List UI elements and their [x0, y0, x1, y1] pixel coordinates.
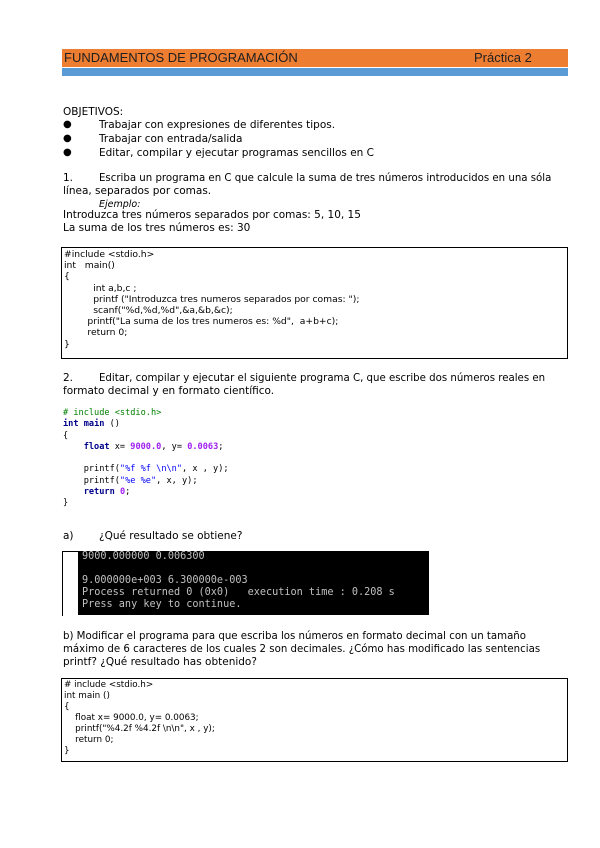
question-a-label: a)	[63, 530, 74, 542]
code-text: x=	[109, 441, 131, 452]
answer-box-edge	[62, 551, 79, 616]
code-text: , y=	[161, 441, 188, 452]
code-line: int a,b,c ;	[64, 282, 137, 294]
question-b: máximo de 6 caracteres de los cuales 2 son decimales. ¿Cómo has modificado las sentencias	[63, 644, 541, 655]
code-line: float x= 9000.0, y= 0.0063;	[64, 713, 199, 723]
code-line: #include <stdio.h>	[64, 249, 155, 260]
keyword: int	[63, 419, 79, 430]
source-code-block	[63, 408, 229, 510]
code-text: printf(	[83, 475, 120, 486]
code-line: printf ("Introduzca tres numeros separados por comas: ");	[64, 293, 360, 305]
code-text: , x, y);	[156, 475, 198, 486]
practice-label: Práctica 2	[474, 50, 532, 65]
code-line: # include <stdio.h>	[64, 680, 154, 690]
code-line: printf("%4.2f %4.2f \n\n", x , y);	[64, 724, 215, 734]
code-line: return 0;	[64, 327, 128, 339]
keyword: main	[83, 419, 105, 430]
code-line	[63, 464, 229, 475]
number-literal: 0.0063	[187, 441, 219, 452]
objective-item: Editar, compilar y ejecutar programas sencillos en C	[99, 147, 374, 159]
exercise-text: Editar, compilar y ejecutar el siguiente programa C, que escribe dos números reales en	[99, 373, 546, 384]
example-line: Introduzca tres números separados por comas: 5, 10, 15	[63, 209, 361, 221]
objective-item: Trabajar con entrada/salida	[99, 133, 243, 145]
bullet-icon: ●	[63, 133, 72, 144]
code-line: {	[64, 271, 70, 283]
document-title: FUNDAMENTOS DE PROGRAMACIÓN	[64, 50, 298, 65]
code-box-exercise-1	[61, 247, 568, 359]
code-line	[63, 431, 229, 442]
console-line: Press any key to continue.	[82, 599, 242, 610]
code-text: ;	[125, 487, 131, 498]
question-b: printf? ¿Qué resultado has obtenido?	[63, 656, 257, 668]
bullet-icon: ●	[63, 119, 72, 130]
code-text: , x , y);	[182, 464, 229, 475]
code-line	[63, 442, 229, 453]
code-line	[63, 408, 229, 419]
code-box-answer-b	[61, 678, 568, 762]
code-line	[63, 476, 229, 487]
objectives-heading: OBJETIVOS:	[63, 106, 124, 118]
bullet-icon: ●	[63, 147, 72, 158]
console-line: Process returned 0 (0x0) execution time : 0.208 s	[82, 587, 395, 598]
number-literal: 0	[119, 487, 126, 498]
preprocessor-directive: # include <stdio.h>	[63, 408, 162, 418]
code-line	[63, 498, 229, 509]
code-line: int main()	[64, 260, 115, 272]
exercise-number: 1.	[63, 172, 74, 184]
code-line: scanf("%d,%d,%d",&a,&b,&c);	[64, 305, 233, 317]
code-line: return 0;	[64, 735, 114, 745]
string-literal: "%e %e"	[119, 475, 157, 486]
keyword: float	[83, 441, 110, 452]
code-line: }	[64, 338, 70, 350]
example-label: Ejemplo:	[99, 199, 141, 210]
exercise-text: formato decimal y en formato científico.	[63, 385, 275, 397]
number-literal: 9000.0	[130, 441, 162, 452]
code-text: }	[63, 498, 69, 509]
objective-item: Trabajar con expresiones de diferentes tipos.	[99, 119, 336, 131]
code-line	[63, 419, 229, 430]
header-bar-blue	[62, 68, 568, 76]
code-text: printf(	[83, 464, 120, 475]
question-a: ¿Qué resultado se obtiene?	[99, 530, 243, 542]
code-line: printf("La suma de los tres numeros es: %d", a+b+c);	[64, 316, 339, 328]
string-literal: "%f %f \n\n"	[119, 464, 183, 475]
code-text: ()	[104, 419, 120, 430]
console-line: 9.000000e+003 6.300000e-003	[82, 575, 248, 586]
example-line: La suma de los tres números es: 30	[63, 222, 251, 234]
code-line	[63, 453, 229, 464]
exercise-number: 2.	[63, 372, 74, 384]
code-line: }	[64, 746, 70, 756]
exercise-text: Escriba un programa en C que calcule la suma de tres números introducidos en una sóla	[99, 173, 552, 184]
code-text: ;	[218, 441, 224, 452]
keyword: return	[83, 487, 115, 498]
exercise-text: línea, separados por comas.	[63, 185, 212, 197]
console-line: 9000.000000 0.006300	[82, 551, 205, 562]
code-line: {	[64, 702, 70, 712]
code-line	[63, 487, 229, 498]
code-text: {	[63, 430, 69, 441]
question-b: b) Modificar el programa para que escriba los números en formato decimal con un tamaño	[63, 631, 526, 642]
code-line: int main ()	[64, 691, 110, 701]
